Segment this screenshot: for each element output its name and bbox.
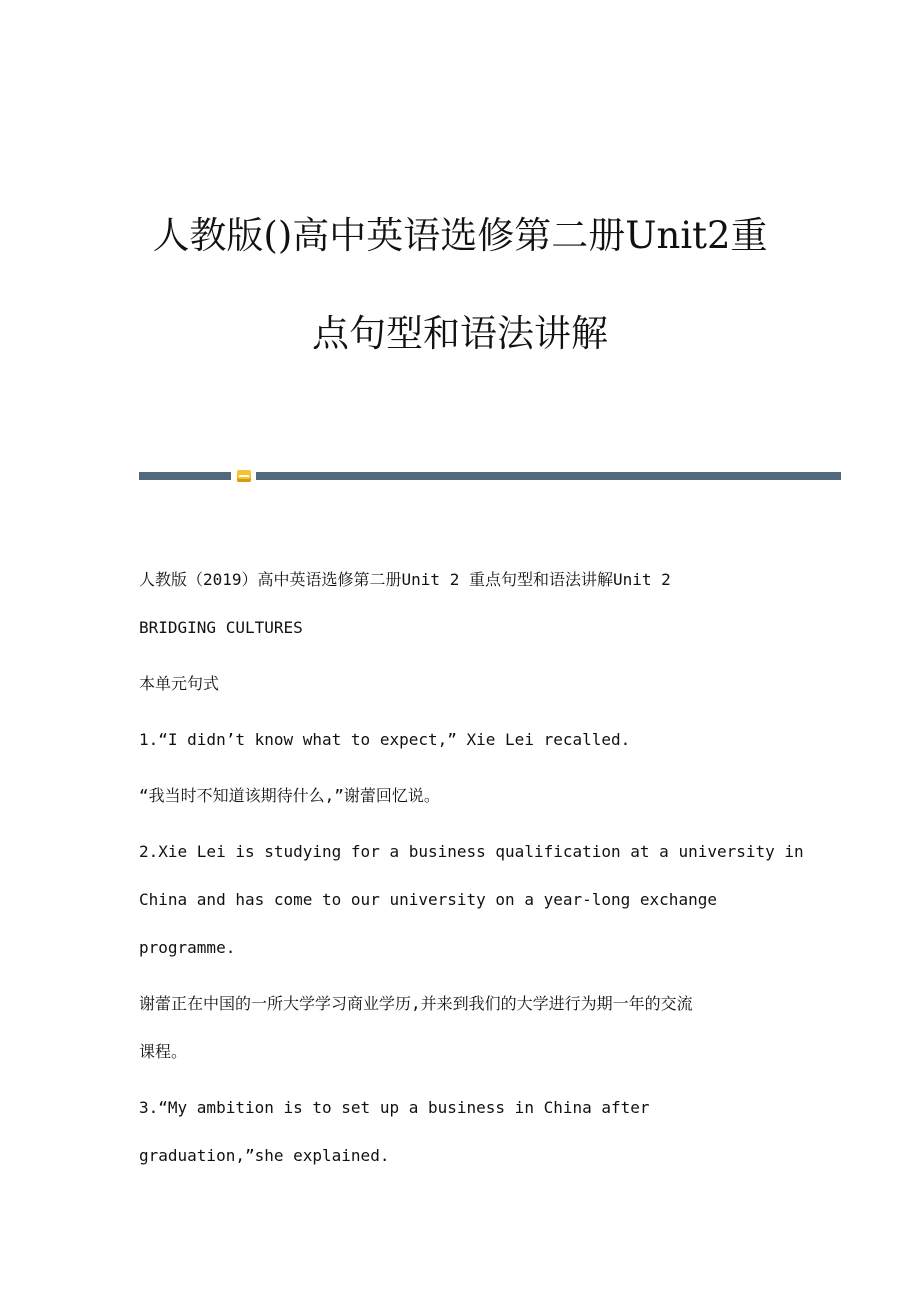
document-title-line-2: 点句型和语法讲解 — [312, 312, 608, 355]
divider-ornament-icon — [237, 470, 251, 482]
divider-bar-right — [256, 472, 841, 480]
sentence-3-english-line-1: 3.“My ambition is to set up a business in China after — [139, 1098, 650, 1117]
sentence-2-english-line-1: 2.Xie Lei is studying for a business qualification at a university in — [139, 842, 804, 861]
sentence-1-chinese: “我当时不知道该期待什么,”谢蕾回忆说。 — [139, 786, 440, 805]
sentence-2-english-line-3: programme. — [139, 938, 236, 957]
sentence-2-chinese-line-1: 谢蕾正在中国的一所大学学习商业学历,并来到我们的大学进行为期一年的交流 — [139, 994, 693, 1013]
sentence-2-english-line-2: China and has come to our university on a year-long exchange — [139, 890, 717, 909]
sentence-1-english: 1.“I didn’t know what to expect,” Xie Lei recalled. — [139, 730, 631, 749]
divider-bar-left — [139, 472, 231, 480]
title-divider — [139, 470, 841, 482]
intro-line-2: BRIDGING CULTURES — [139, 618, 303, 637]
intro-line-1: 人教版（2019）高中英语选修第二册Unit 2 重点句型和语法讲解Unit 2 — [139, 570, 671, 589]
document-title-line-1: 人教版()高中英语选修第二册Unit2重 — [152, 214, 768, 257]
sentence-2-chinese-line-2: 课程。 — [139, 1042, 188, 1061]
sentence-3-english-line-2: graduation,”she explained. — [139, 1146, 390, 1165]
section-heading: 本单元句式 — [139, 674, 220, 693]
